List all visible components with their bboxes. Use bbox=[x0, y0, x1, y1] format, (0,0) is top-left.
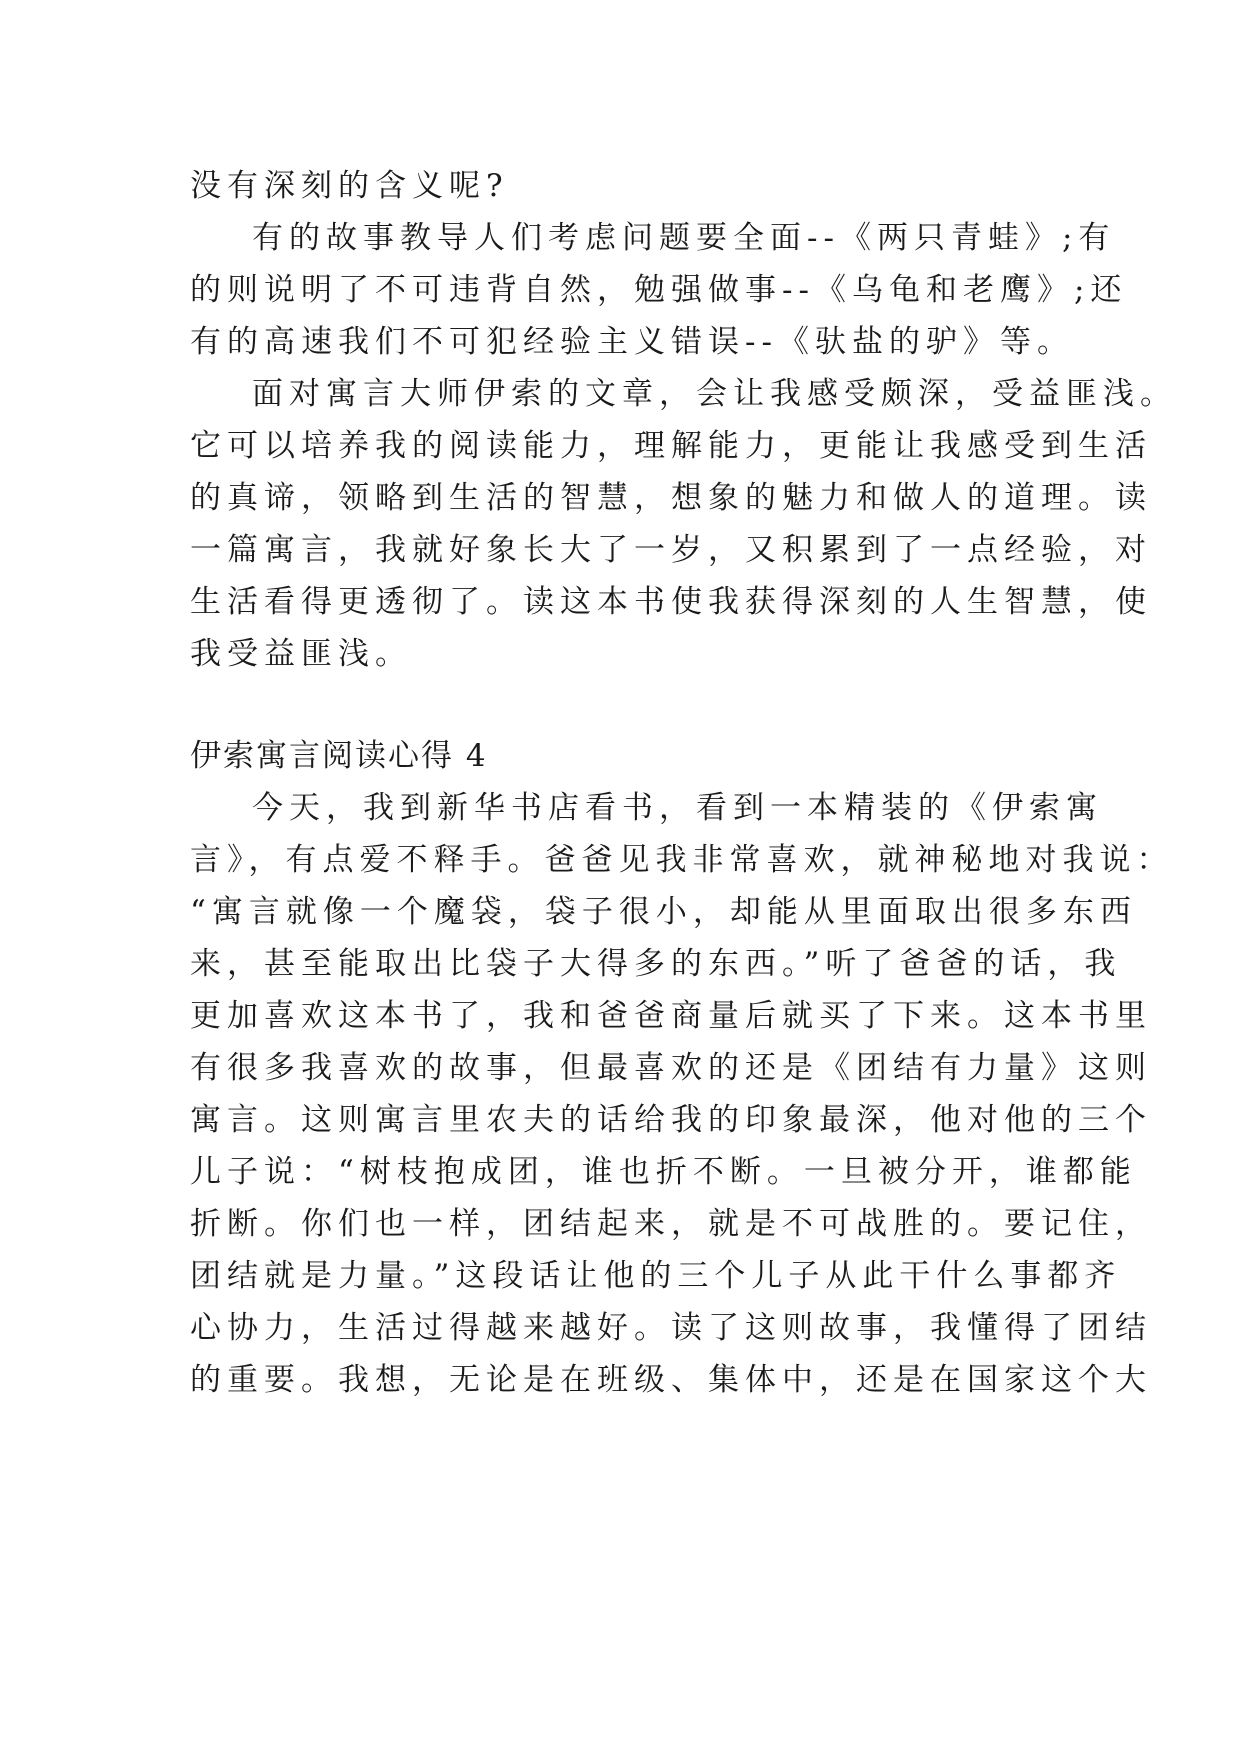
text-line: 言》，有点爱不释手。爸爸见我非常喜欢，就神秘地对我说： bbox=[190, 842, 1174, 878]
text-line: 心协力，生活过得越来越好。读了这则故事，我懂得了团结 bbox=[190, 1310, 1152, 1346]
text-line: 没有深刻的含义呢? bbox=[190, 168, 509, 204]
text-line: 更加喜欢这本书了，我和爸爸商量后就买了下来。这本书里 bbox=[190, 998, 1152, 1034]
text-line: 有的高速我们不可犯经验主义错误--《驮盐的驴》等。 bbox=[190, 324, 1074, 360]
text-line: 有很多我喜欢的故事，但最喜欢的还是《团结有力量》这则 bbox=[190, 1050, 1152, 1086]
text-line: 生活看得更透彻了。读这本书使我获得深刻的人生智慧，使 bbox=[190, 584, 1152, 620]
text-line: 儿子说：“树枝抱成团，谁也折不断。一旦被分开，谁都能 bbox=[190, 1154, 1137, 1190]
section-heading: 伊索寓言阅读心得 4 bbox=[190, 738, 488, 774]
text-line: 的则说明了不可违背自然，勉强做事--《乌龟和老鹰》;还 bbox=[190, 272, 1128, 308]
paragraph-first-line: 今天，我到新华书店看书，看到一本精装的《伊索寓 bbox=[252, 790, 1103, 826]
text-line: 的真谛，领略到生活的智慧，想象的魅力和做人的道理。读 bbox=[190, 480, 1152, 516]
text-line: 一篇寓言，我就好象长大了一岁，又积累到了一点经验，对 bbox=[190, 532, 1152, 568]
paragraph-first-line: 有的故事教导人们考虑问题要全面--《两只青蛙》;有 bbox=[252, 220, 1116, 256]
text-line: 我受益匪浅。 bbox=[190, 636, 412, 672]
text-line: 它可以培养我的阅读能力，理解能力，更能让我感受到生活 bbox=[190, 428, 1152, 464]
paragraph-first-line: 面对寓言大师伊索的文章，会让我感受颇深，受益匪浅。 bbox=[252, 376, 1177, 412]
text-line: 的重要。我想，无论是在班级、集体中，还是在国家这个大 bbox=[190, 1362, 1152, 1398]
text-line: 团结就是力量。”这段话让他的三个儿子从此干什么事都齐 bbox=[190, 1258, 1122, 1294]
text-line: “寓言就像一个魔袋，袋子很小，却能从里面取出很多东西 bbox=[190, 894, 1137, 930]
text-line: 折断。你们也一样，团结起来，就是不可战胜的。要记住， bbox=[190, 1206, 1152, 1242]
text-line: 来，甚至能取出比袋子大得多的东西。”听了爸爸的话，我 bbox=[190, 946, 1122, 982]
text-line: 寓言。这则寓言里农夫的话给我的印象最深，他对他的三个 bbox=[190, 1102, 1152, 1138]
